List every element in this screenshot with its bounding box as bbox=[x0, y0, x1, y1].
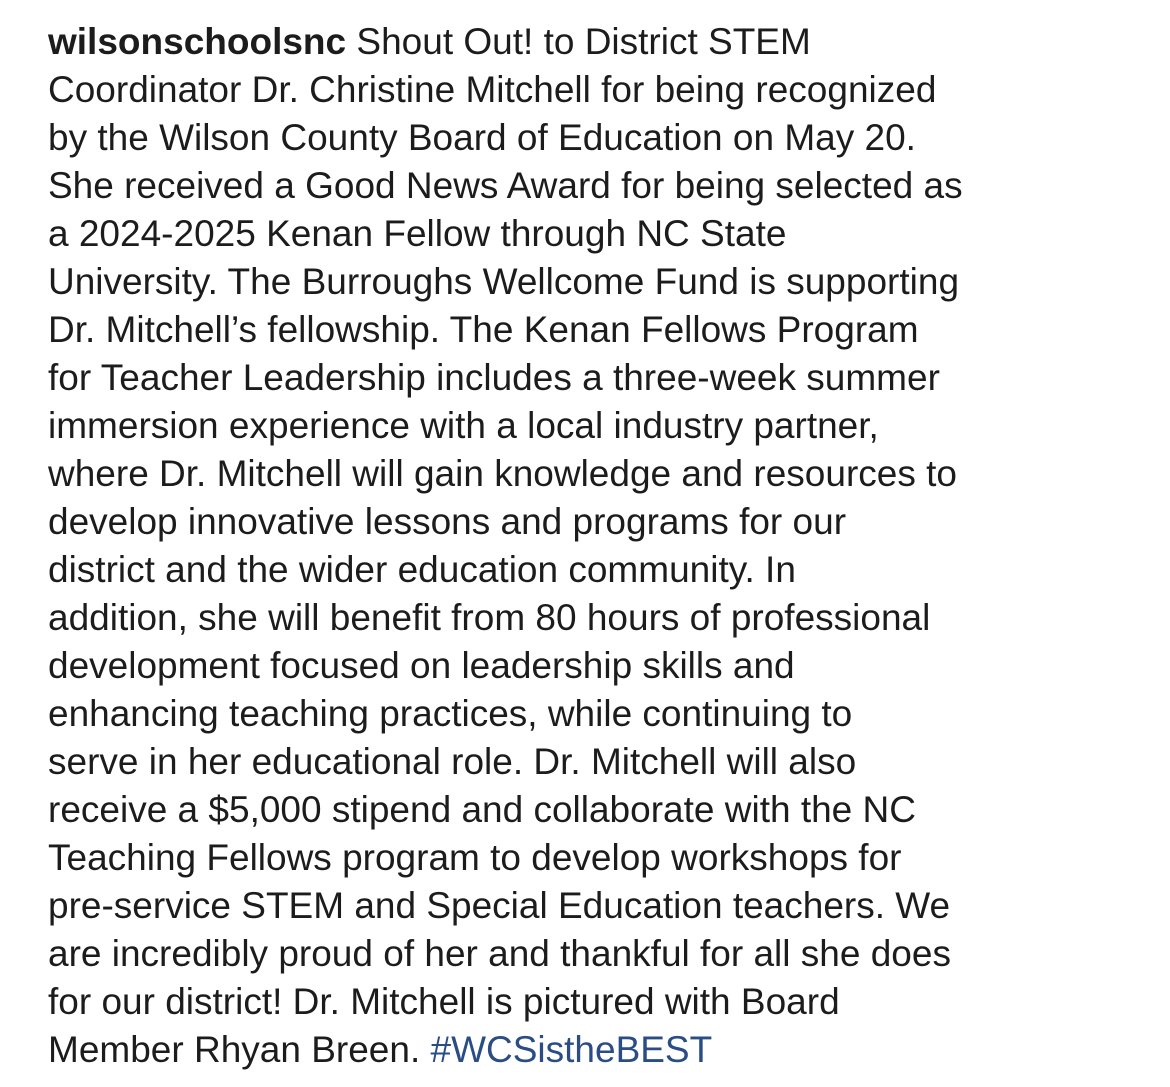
caption-line bbox=[48, 18, 1138, 66]
caption-line: Dr. Mitchell’s fellowship. The Kenan Fellows Program bbox=[48, 309, 919, 350]
caption-text: Shout Out! to District STEM bbox=[346, 21, 811, 62]
caption-line: receive a $5,000 stipend and collaborate with the NC bbox=[48, 789, 916, 830]
caption-line: immersion experience with a local industry partner, bbox=[48, 405, 879, 446]
caption-line: University. The Burroughs Wellcome Fund is supporting bbox=[48, 261, 960, 302]
caption-line: pre-service STEM and Special Education teachers. We bbox=[48, 885, 951, 926]
caption-line: for our district! Dr. Mitchell is pictured with Board bbox=[48, 981, 840, 1022]
caption-line: development focused on leadership skills and bbox=[48, 645, 795, 686]
caption-line: Coordinator Dr. Christine Mitchell for being recognized bbox=[48, 69, 937, 110]
caption-line: Teaching Fellows program to develop workshops for bbox=[48, 837, 902, 878]
caption-line bbox=[48, 1026, 1138, 1074]
caption-line: She received a Good News Award for being selected as bbox=[48, 165, 963, 206]
caption-line: are incredibly proud of her and thankful for all she does bbox=[48, 933, 951, 974]
caption-line: a 2024-2025 Kenan Fellow through NC State bbox=[48, 213, 787, 254]
caption-line: for Teacher Leadership includes a three-week summer bbox=[48, 357, 940, 398]
caption-line: enhancing teaching practices, while continuing to bbox=[48, 693, 853, 734]
caption-line: district and the wider education community. In bbox=[48, 549, 796, 590]
caption-line: by the Wilson County Board of Education on May 20. bbox=[48, 117, 916, 158]
username-link[interactable]: wilsonschoolsnc bbox=[48, 21, 347, 62]
post-caption bbox=[48, 18, 1138, 1074]
caption-line: where Dr. Mitchell will gain knowledge and resources to bbox=[48, 453, 957, 494]
caption-line: addition, she will benefit from 80 hours of professional bbox=[48, 597, 931, 638]
caption-line: serve in her educational role. Dr. Mitchell will also bbox=[48, 741, 857, 782]
caption-line: develop innovative lessons and programs for our bbox=[48, 501, 847, 542]
hashtag-link[interactable]: #WCSistheBEST bbox=[430, 1029, 713, 1070]
caption-text: Member Rhyan Breen. bbox=[48, 1029, 431, 1070]
